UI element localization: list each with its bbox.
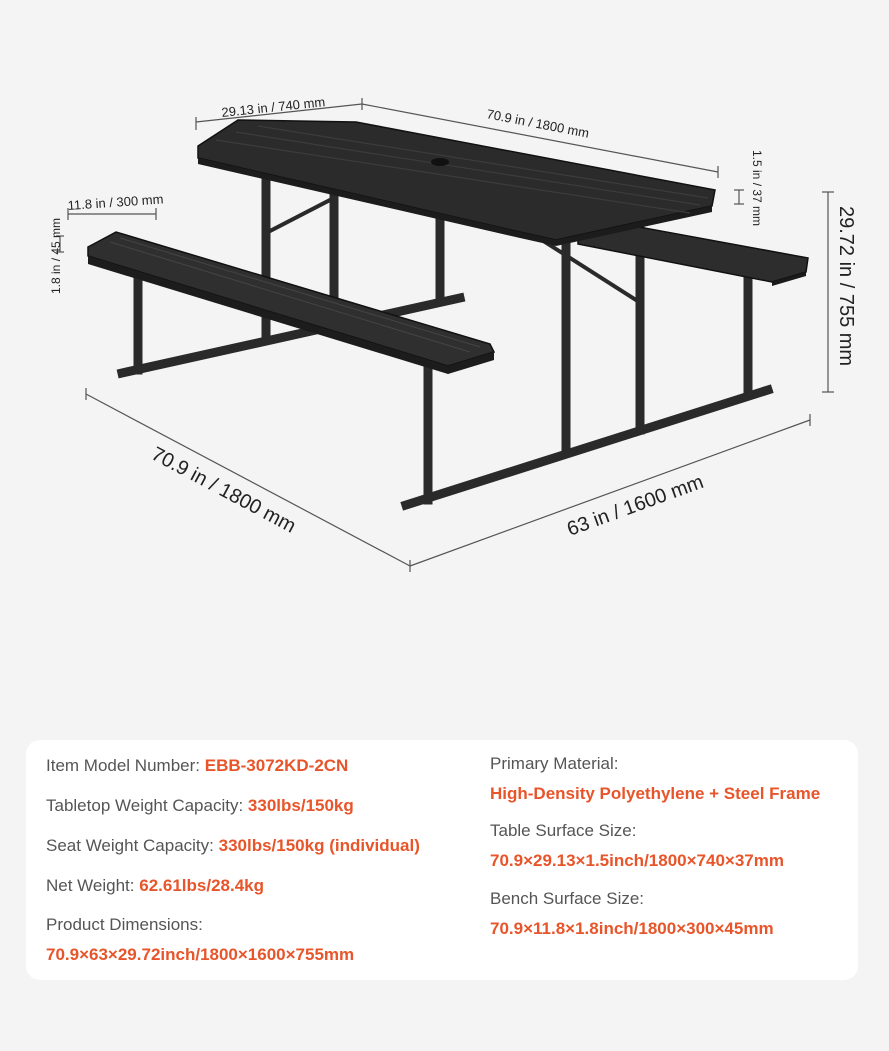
dim-top-thickness: 1.5 in / 37 mm [750,150,764,227]
dim-total-width: 63 in / 1600 mm [564,470,707,541]
dim-total-height: 29.72 in / 755 mm [835,206,857,367]
spec-model-label: Item Model Number: [46,756,200,775]
spec-seat-value: 330lbs/150kg (individual) [218,836,420,855]
spec-product-label: Product Dimensions: [46,915,203,934]
spec-net-label: Net Weight: [46,876,135,895]
spec-tabletop-value: 330lbs/150kg [247,796,354,815]
spec-model-value: EBB-3072KD-2CN [204,756,349,775]
dim-top-width: 29.13 in / 740 mm [220,94,326,120]
spec-net-weight [46,876,264,896]
spec-material-label: Primary Material: [490,754,619,773]
spec-bench-surface-value: 70.9×11.8×1.8inch/1800×300×45mm [490,919,774,938]
spec-tabletop-capacity [46,796,354,816]
spec-product-dimensions [46,915,354,965]
spec-tabletop-label: Tabletop Weight Capacity: [46,796,244,815]
dim-bench-width: 11.8 in / 300 mm [67,191,164,213]
spec-table-surface [490,821,784,871]
spec-seat-capacity [46,836,420,856]
spec-table-surface-value: 70.9×29.13×1.5inch/1800×740×37mm [490,851,784,870]
spec-net-value: 62.61lbs/28.4kg [139,876,265,895]
spec-bench-surface-label: Bench Surface Size: [490,889,645,908]
spec-bench-surface [490,889,774,939]
umbrella-hole [431,158,449,166]
dim-bench-thickness: 1.8 in / 45 mm [49,217,63,294]
spec-material-value: High-Density Polyethylene + Steel Frame [490,784,821,803]
spec-material [490,754,820,804]
spec-table-surface-label: Table Surface Size: [490,821,637,840]
spec-model [46,756,348,776]
specs-card [26,740,858,980]
dim-total-length: 70.9 in / 1800 mm [147,442,300,538]
spec-seat-label: Seat Weight Capacity: [46,836,214,855]
spec-product-value: 70.9×63×29.72inch/1800×1600×755mm [46,945,355,964]
dim-top-length: 70.9 in / 1800 mm [485,106,591,141]
